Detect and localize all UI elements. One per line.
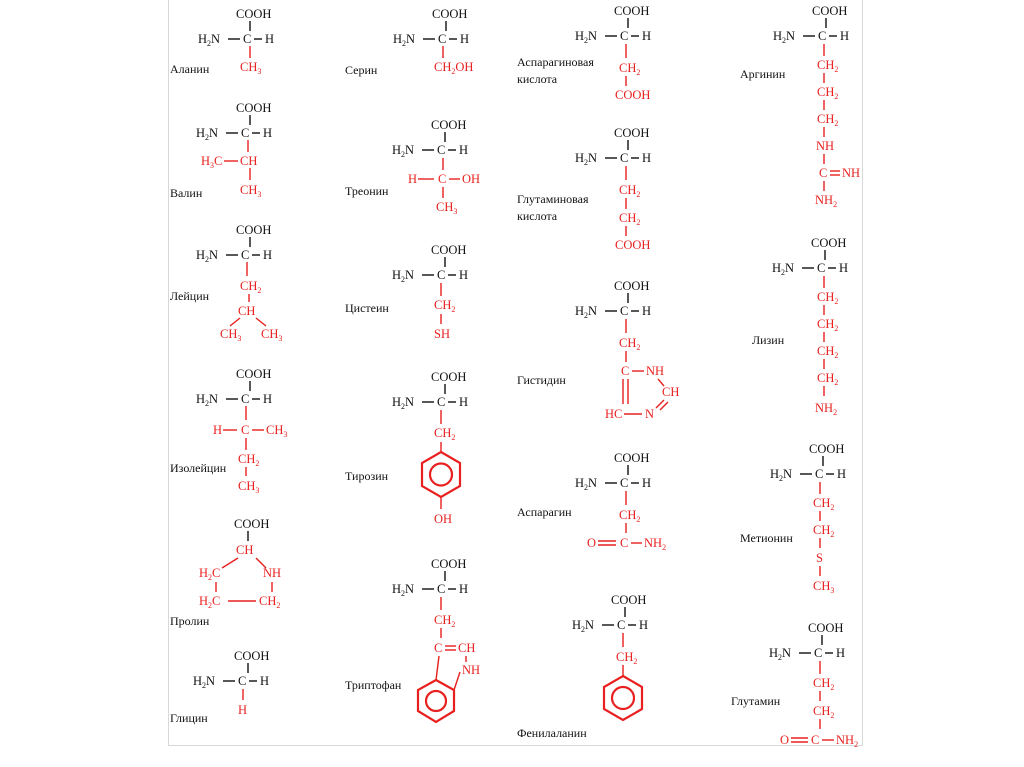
svg-text:C: C bbox=[620, 151, 629, 165]
svg-text:COOH: COOH bbox=[431, 557, 467, 571]
svg-text:OH: OH bbox=[462, 172, 481, 186]
lysine-structure bbox=[772, 236, 848, 417]
arginine-label: Аргинин bbox=[740, 67, 786, 81]
svg-text:H: H bbox=[459, 268, 469, 282]
svg-text:H2N: $H_2N$ bbox=[575, 29, 598, 45]
glycine-label: Глицин bbox=[170, 711, 208, 725]
svg-text:C: C bbox=[817, 261, 826, 275]
svg-text:H2N: $H_2N$ bbox=[198, 32, 221, 48]
svg-text:C: C bbox=[617, 618, 626, 632]
svg-text:H: H bbox=[408, 172, 418, 186]
svg-text:S: S bbox=[816, 551, 823, 565]
aspartic-acid-structure bbox=[575, 4, 651, 102]
svg-text:H2N: $H_2N$ bbox=[772, 261, 795, 277]
svg-text:H: H bbox=[837, 467, 847, 481]
svg-text:H: H bbox=[263, 126, 273, 140]
svg-text:H3C: $H_3C$ bbox=[201, 154, 223, 170]
svg-text:OH: OH bbox=[434, 512, 453, 526]
methionine-structure bbox=[770, 442, 846, 595]
svg-text:H: H bbox=[639, 618, 649, 632]
svg-text:H2N: $H_2N$ bbox=[575, 476, 598, 492]
svg-text:COOH: COOH bbox=[811, 236, 847, 250]
svg-text:C: C bbox=[434, 641, 443, 655]
svg-text:CH2: $CH_2$ bbox=[817, 85, 839, 101]
svg-text:CH2: $CH_2$ bbox=[619, 508, 641, 524]
leucine-structure bbox=[196, 223, 282, 343]
svg-text:C: C bbox=[620, 536, 629, 550]
svg-text:CH2: $CH_2$ bbox=[240, 279, 262, 295]
svg-text:H2N: $H_2N$ bbox=[196, 248, 219, 264]
svg-text:H: H bbox=[263, 248, 273, 262]
svg-text:CH2: $CH_2$ bbox=[817, 344, 839, 360]
svg-text:CH3: $CH_3$ bbox=[238, 479, 260, 495]
alanine-structure bbox=[198, 7, 274, 76]
svg-text:H2N: $H_2N$ bbox=[196, 126, 219, 142]
svg-text:H2N: $H_2N$ bbox=[769, 646, 792, 662]
svg-text:COOH: COOH bbox=[234, 649, 270, 663]
svg-text:CH: CH bbox=[236, 543, 254, 557]
svg-text:N: N bbox=[645, 407, 655, 421]
glutamic-acid-label-2: кислота bbox=[517, 209, 558, 223]
svg-text:C: C bbox=[814, 646, 823, 660]
cysteine-label: Цистеин bbox=[345, 301, 389, 315]
svg-text:C: C bbox=[819, 166, 828, 180]
svg-text:CH3: $CH_3$ bbox=[220, 327, 242, 343]
serine-structure bbox=[393, 7, 473, 76]
svg-text:C: C bbox=[241, 392, 250, 406]
svg-text:C: C bbox=[620, 304, 629, 318]
svg-text:H: H bbox=[459, 395, 469, 409]
svg-text:COOH: COOH bbox=[236, 7, 272, 21]
svg-text:CH2: $CH_2$ bbox=[817, 58, 839, 74]
svg-text:COOH: COOH bbox=[614, 451, 650, 465]
glycine-structure bbox=[193, 649, 269, 717]
svg-text:CH3: $CH_3$ bbox=[240, 60, 262, 76]
svg-text:CH: CH bbox=[240, 154, 258, 168]
asparagine-structure bbox=[575, 451, 666, 552]
svg-text:H2N: $H_2N$ bbox=[392, 395, 415, 411]
svg-text:C: C bbox=[620, 29, 629, 43]
svg-text:CH2: $CH_2$ bbox=[813, 676, 835, 692]
svg-text:CH2: $CH_2$ bbox=[434, 426, 456, 442]
svg-text:O: O bbox=[587, 536, 597, 550]
svg-text:NH: NH bbox=[263, 566, 282, 580]
svg-text:NH2: $NH_2$ bbox=[815, 193, 838, 209]
svg-text:C: C bbox=[438, 32, 447, 46]
svg-text:C: C bbox=[238, 674, 247, 688]
svg-text:CH2: $CH_2$ bbox=[817, 371, 839, 387]
valine-structure bbox=[196, 101, 272, 199]
svg-text:COOH: COOH bbox=[431, 243, 467, 257]
svg-text:NH2: $NH_2$ bbox=[836, 733, 859, 749]
svg-text:H: H bbox=[642, 29, 652, 43]
svg-text:NH2: $NH_2$ bbox=[644, 536, 667, 552]
svg-text:COOH: COOH bbox=[809, 442, 845, 456]
svg-text:C: C bbox=[243, 32, 252, 46]
svg-text:H: H bbox=[213, 423, 223, 437]
glutamine-structure bbox=[769, 621, 858, 749]
tryptophan-structure bbox=[392, 557, 480, 722]
svg-text:COOH: COOH bbox=[808, 621, 844, 635]
svg-text:CH2: $CH_2$ bbox=[817, 317, 839, 333]
svg-text:H2N: $H_2N$ bbox=[392, 582, 415, 598]
svg-text:C: C bbox=[437, 143, 446, 157]
svg-text:H: H bbox=[642, 304, 652, 318]
svg-text:H: H bbox=[460, 32, 470, 46]
svg-text:CH: CH bbox=[458, 641, 476, 655]
svg-text:NH: NH bbox=[646, 364, 665, 378]
svg-text:H2N: $H_2N$ bbox=[393, 32, 416, 48]
svg-text:COOH: COOH bbox=[615, 88, 651, 102]
svg-text:COOH: COOH bbox=[614, 279, 650, 293]
svg-text:H2N: $H_2N$ bbox=[572, 618, 595, 634]
svg-text:C: C bbox=[815, 467, 824, 481]
svg-text:H2N: $H_2N$ bbox=[196, 392, 219, 408]
svg-text:H2N: $H_2N$ bbox=[770, 467, 793, 483]
svg-text:H: H bbox=[839, 261, 849, 275]
svg-text:C: C bbox=[620, 476, 629, 490]
svg-text:O: O bbox=[780, 733, 790, 747]
histidine-structure bbox=[575, 279, 679, 421]
svg-text:COOH: COOH bbox=[812, 4, 848, 18]
svg-text:C: C bbox=[241, 248, 250, 262]
svg-text:C: C bbox=[241, 423, 250, 437]
phenylalanine-label: Фенилаланин bbox=[517, 726, 587, 740]
svg-text:H2C: $H_2C$ bbox=[199, 594, 221, 610]
svg-text:COOH: COOH bbox=[615, 238, 651, 252]
glutamic-acid-label-1: Глутаминовая bbox=[517, 192, 589, 206]
svg-text:H: H bbox=[260, 674, 270, 688]
svg-text:CH3: $CH_3$ bbox=[266, 423, 288, 439]
svg-text:COOH: COOH bbox=[611, 593, 647, 607]
svg-text:H: H bbox=[642, 476, 652, 490]
svg-text:CH2: $CH_2$ bbox=[434, 613, 456, 629]
serine-label: Серин bbox=[345, 63, 378, 77]
leucine-label: Лейцин bbox=[170, 289, 210, 303]
methionine-label: Метионин bbox=[740, 531, 793, 545]
svg-text:H: H bbox=[840, 29, 850, 43]
glutamic-acid-structure bbox=[575, 126, 651, 252]
tyrosine-label: Тирозин bbox=[345, 469, 389, 483]
svg-text:COOH: COOH bbox=[234, 517, 270, 531]
isoleucine-structure bbox=[196, 367, 287, 495]
svg-text:C: C bbox=[437, 395, 446, 409]
svg-text:C: C bbox=[818, 29, 827, 43]
svg-text:CH2OH: $CH_2OH$ bbox=[434, 60, 474, 76]
svg-text:COOH: COOH bbox=[236, 367, 272, 381]
svg-text:H2C: $H_2C$ bbox=[199, 566, 221, 582]
svg-text:C: C bbox=[621, 364, 630, 378]
svg-text:H2N: $H_2N$ bbox=[773, 29, 796, 45]
svg-text:CH2: $CH_2$ bbox=[616, 650, 638, 666]
tryptophan-label: Триптофан bbox=[345, 678, 402, 692]
svg-text:CH2: $CH_2$ bbox=[238, 452, 260, 468]
asparagine-label: Аспарагин bbox=[517, 505, 572, 519]
svg-text:C: C bbox=[438, 172, 447, 186]
svg-text:H: H bbox=[836, 646, 846, 660]
svg-text:COOH: COOH bbox=[236, 223, 272, 237]
aspartic-acid-label-2: кислота bbox=[517, 72, 558, 86]
svg-text:H2N: $H_2N$ bbox=[575, 304, 598, 320]
aspartic-acid-label-1: Аспарагиновая bbox=[517, 55, 594, 69]
valine-label: Валин bbox=[170, 186, 203, 200]
svg-text:COOH: COOH bbox=[614, 4, 650, 18]
svg-text:C: C bbox=[811, 733, 820, 747]
svg-text:CH2: $CH_2$ bbox=[619, 211, 641, 227]
svg-text:CH2: $CH_2$ bbox=[619, 183, 641, 199]
svg-text:CH2: $CH_2$ bbox=[813, 523, 835, 539]
svg-text:NH: NH bbox=[842, 166, 861, 180]
threonine-label: Треонин bbox=[345, 184, 389, 198]
histidine-label: Гистидин bbox=[517, 373, 566, 387]
isoleucine-label: Изолейцин bbox=[170, 461, 227, 475]
glutamine-label: Глутамин bbox=[731, 694, 781, 708]
svg-text:H: H bbox=[642, 151, 652, 165]
svg-text:H2N: $H_2N$ bbox=[575, 151, 598, 167]
svg-text:CH2: $CH_2$ bbox=[817, 112, 839, 128]
svg-text:C: C bbox=[241, 126, 250, 140]
phenylalanine-structure bbox=[572, 593, 648, 720]
svg-text:H2N: $H_2N$ bbox=[392, 143, 415, 159]
svg-text:CH: CH bbox=[238, 304, 256, 318]
svg-text:CH3: $CH_3$ bbox=[240, 183, 262, 199]
svg-text:H: H bbox=[263, 392, 273, 406]
svg-text:SH: SH bbox=[434, 327, 450, 341]
svg-text:CH2: $CH_2$ bbox=[813, 496, 835, 512]
svg-text:COOH: COOH bbox=[432, 7, 468, 21]
svg-text:CH: CH bbox=[662, 385, 680, 399]
tyrosine-structure bbox=[392, 370, 468, 526]
svg-text:H: H bbox=[238, 703, 248, 717]
svg-text:H2N: $H_2N$ bbox=[392, 268, 415, 284]
svg-text:CH2: $CH_2$ bbox=[619, 61, 641, 77]
svg-text:COOH: COOH bbox=[236, 101, 272, 115]
svg-text:CH2: $CH_2$ bbox=[813, 704, 835, 720]
proline-label: Пролин bbox=[170, 614, 210, 628]
svg-text:CH2: $CH_2$ bbox=[259, 594, 281, 610]
svg-text:CH2: $CH_2$ bbox=[434, 298, 456, 314]
lysine-label: Лизин bbox=[752, 333, 785, 347]
svg-text:NH: NH bbox=[462, 663, 481, 677]
svg-text:H: H bbox=[459, 582, 469, 596]
threonine-structure bbox=[392, 118, 480, 216]
svg-text:CH2: $CH_2$ bbox=[817, 290, 839, 306]
svg-text:CH3: $CH_3$ bbox=[436, 200, 458, 216]
svg-text:HC: HC bbox=[605, 407, 623, 421]
proline-structure bbox=[199, 517, 281, 610]
svg-text:CH3: $CH_3$ bbox=[813, 579, 835, 595]
svg-text:C: C bbox=[437, 268, 446, 282]
svg-text:C: C bbox=[437, 582, 446, 596]
arginine-structure bbox=[773, 4, 860, 209]
alanine-label: Аланин bbox=[170, 62, 210, 76]
svg-text:CH2: $CH_2$ bbox=[619, 336, 641, 352]
svg-text:COOH: COOH bbox=[614, 126, 650, 140]
svg-text:COOH: COOH bbox=[431, 118, 467, 132]
svg-text:COOH: COOH bbox=[431, 370, 467, 384]
cysteine-structure bbox=[392, 243, 468, 341]
svg-text:H: H bbox=[265, 32, 275, 46]
svg-text:H: H bbox=[459, 143, 469, 157]
svg-text:NH: NH bbox=[816, 139, 835, 153]
svg-text:CH3: $CH_3$ bbox=[261, 327, 283, 343]
svg-text:NH2: $NH_2$ bbox=[815, 401, 838, 417]
svg-text:H2N: $H_2N$ bbox=[193, 674, 216, 690]
